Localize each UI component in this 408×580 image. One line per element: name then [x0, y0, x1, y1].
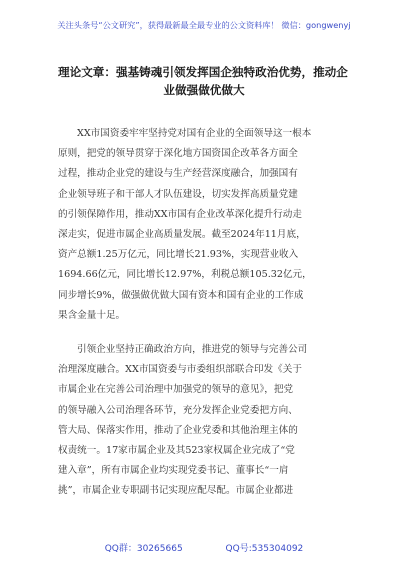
- text-line: 建入章”，所有市属企业均实现党委书记、董事长“一肩: [58, 465, 289, 477]
- text-line: 的领导融入公司治理各环节，充分发挥企业党委把方向、: [58, 404, 298, 416]
- text-line: 深走实，促进市属企业高质量发展。截至2024年11月底，: [58, 229, 306, 241]
- qq-group-text: QQ群：30265665: [104, 544, 183, 554]
- text-line: 原则，把党的领导贯穿于深化地方国资国企改革各方面全: [58, 148, 298, 160]
- text-line: 企业领导班子和干部人才队伍建设，切实发挥高质量党建: [58, 188, 298, 200]
- footer-contact: [0, 541, 408, 554]
- article-title: [58, 63, 350, 99]
- title-line-1: 理论文章：强基铸魂引领发挥国企独特政治优势，推动企: [58, 65, 348, 79]
- text-line: 的引领保障作用，推动XX市国有企业改革深化提升行动走: [58, 208, 302, 220]
- text-line: 过程，推动企业党的建设与生产经营深度融合，加强国有: [58, 168, 298, 180]
- text-line: 挑”，市属企业专职副书记实现应配尽配。市属企业都进: [58, 485, 294, 497]
- article-body: [58, 124, 352, 502]
- qq-number-text: QQ号:535304092: [225, 544, 304, 554]
- paragraph-2: [58, 340, 352, 502]
- header-banner: 关注头条号“公文研究”，获得最新最全最专业的公文资料库！ 微信：gongwenyj: [57, 20, 351, 30]
- text-line: XX市国资委牢牢坚持党对国有企业的全面领导这一根本: [77, 128, 312, 139]
- title-line-2: 业做强做优做大: [163, 83, 245, 97]
- text-line: 市属企业在完善公司治理中加强党的领导的意见》，把党: [58, 384, 294, 396]
- text-line: 果含金量十足。: [58, 309, 126, 321]
- text-line: 治理深度融合。XX市国资委与市委组织部联合印发《关于: [58, 364, 302, 376]
- paragraph-1: [58, 124, 352, 326]
- text-line: 引领企业坚持正确政治方向，推进党的领导与完善公司: [77, 344, 308, 356]
- text-line: 1694.66亿元，同比增长12.97%，利税总额105.32亿元，: [58, 269, 312, 281]
- text-line: 管大局、保落实作用，推动了企业党委和其他治理主体的: [58, 424, 298, 436]
- text-line: 权责统一。17家市属企业及其523家权属企业完成了“党: [58, 445, 295, 457]
- text-line: 同步增长9%，做强做优做大国有资本和国有企业的工作成: [58, 289, 304, 301]
- text-line: 资产总额1.25万亿元，同比增长21.93%，实现营业收入: [58, 249, 299, 261]
